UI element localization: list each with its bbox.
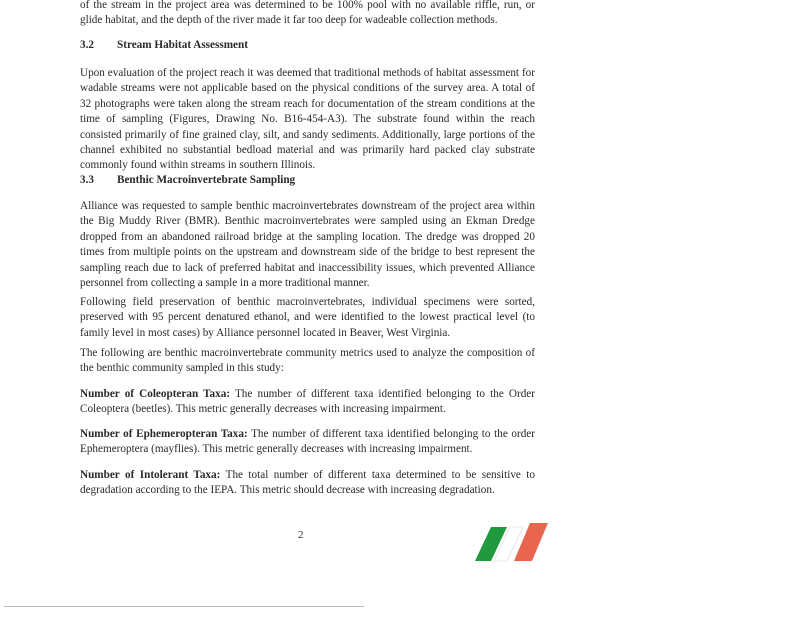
section-3-3-title: Benthic Macroinvertebrate Sampling	[117, 174, 296, 186]
metric-description: The number of different taxa identified belonging to the order Ephemeroptera (mayflies). This metric generally decreases with increasing impairment.	[80, 428, 535, 456]
habitat-assessment-paragraph: Upon evaluation of the project reach it was deemed that traditional methods of habitat assessment for wadable streams were not applicable based on the physical conditions of the survey area. A total of 32 photographs were taken along the stream reach for documentation of the stream conditions at the time of sampling (Figures, Drawing No. B16-454-A3). The substrate found within the reach consisted primarily of fine grained clay, silt, and sandy sediments. Additionally, large portions of the channel exhibited no substantial bedload material and was primarily hard packed clay substrate commonly found within streams in southern Illinois.	[80, 67, 535, 172]
bottom-rule	[4, 606, 364, 607]
metric-coleopteran-taxa	[80, 387, 535, 418]
intro-continuation-paragraph: of the stream in the project area was determined to be 100% pool with no available riffle, run, or glide habitat, and the depth of the river made it far too deep for wadeable collection methods.	[80, 0, 535, 27]
section-3-2-number: 3.2	[80, 39, 94, 51]
tricolor-stripes-logo-icon	[474, 521, 550, 563]
metric-ephemeropteran-taxa	[80, 427, 535, 458]
metric-term: Number of Coleopteran Taxa:	[80, 388, 231, 400]
section-3-2-title: Stream Habitat Assessment	[117, 39, 248, 51]
community-metrics-intro-paragraph: The following are benthic macroinvertebrate community metrics used to analyze the composition of the benthic community sampled in this study:	[80, 347, 535, 375]
metric-term: Number of Intolerant Taxa:	[80, 469, 221, 481]
section-3-3-number: 3.3	[80, 174, 94, 186]
page-number: 2	[298, 529, 304, 541]
specimen-preservation-paragraph: Following field preservation of benthic macroinvertebrates, individual specimens were sorted, preserved with 95 percent denatured ethanol, and were identified to the lowest practical level (to family level in most cases) by Alliance personnel located in Beaver, West Virginia.	[80, 296, 535, 339]
section-3-3-heading	[80, 174, 295, 186]
metric-description: The number of different taxa identified belonging to the Order Coleoptera (beetles). This metric generally decreases with increasing impairment.	[80, 388, 535, 416]
metric-description: The total number of different taxa determined to be sensitive to degradation according to the IEPA. This metric should decrease with increasing degradation.	[80, 469, 536, 497]
metric-intolerant-taxa	[80, 468, 535, 499]
section-3-2-heading	[80, 39, 248, 51]
metric-term: Number of Ephemeropteran Taxa:	[80, 428, 248, 440]
macroinvertebrate-sampling-paragraph: Alliance was requested to sample benthic macroinvertebrates downstream of the project area within the Big Muddy River (BMR). Benthic macroinvertebrates were sampled using an Ekman Dredge dropped from an abandoned railroad bridge at the sampling location. The dredge was dropped 20 times from multiple points on the upstream and downstream side of the bridge to best represent the sampling reach due to lack of preferred habitat and inaccessibility issues, which prevented Alliance personnel from collecting a sample in a more traditional manner.	[80, 200, 535, 290]
